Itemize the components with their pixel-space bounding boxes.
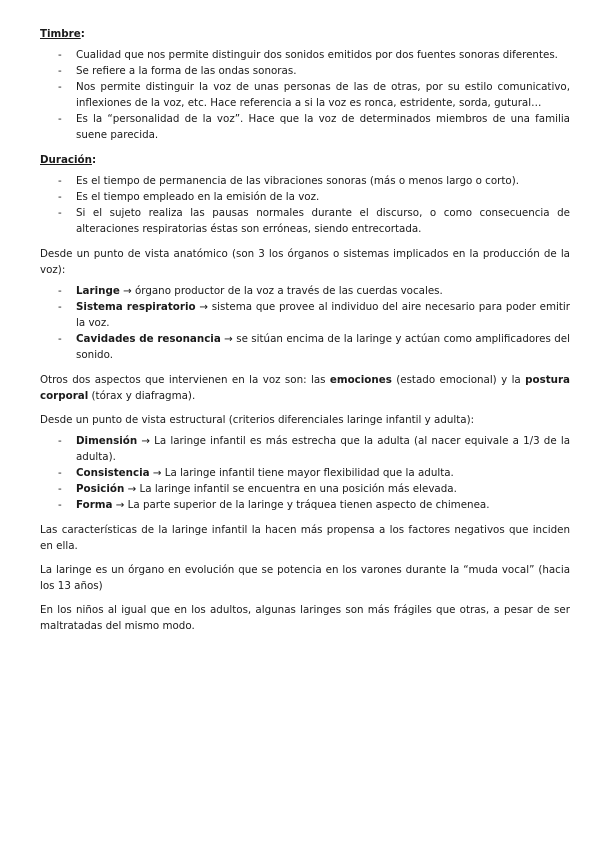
estructural-intro: Desde un punto de vista estructural (criterios diferenciales laringe infantil y adulta): — [40, 414, 475, 426]
paragraph-muda-vocal: La laringe es un órgano en evolución que se potencia en los varones durante la “muda vocal” (hacia los 13 años) — [40, 564, 570, 592]
term-consistencia: Consistencia — [76, 467, 150, 479]
term-cavidades-resonancia: Cavidades de resonancia — [76, 333, 221, 345]
section-heading-duracion: Duración: — [40, 154, 97, 166]
otros-aspectos-paragraph: Otros dos aspectos que intervienen en la voz son: las emociones (estado emocional) y la postura corporal (tórax y diafragma). — [40, 374, 570, 402]
list-item: - Cavidades de resonancia → se sitúan encima de la laringe y actúan como amplificadores del sonido. — [40, 331, 570, 363]
section-heading-timbre: Timbre: — [40, 28, 85, 40]
list-item: - Posición → La laringe infantil se encuentra en una posición más elevada. — [40, 481, 570, 497]
list-item: - Nos permite distinguir la voz de unas personas de las de otras, por su estilo comunicativo, inflexiones de la voz, etc. Hace referencia a si la voz es ronca, estridente, sorda, gutural… — [40, 79, 570, 111]
term-forma: Forma — [76, 499, 113, 511]
list-item: - Es el tiempo de permanencia de las vibraciones sonoras (más o menos largo o corto). — [40, 173, 570, 189]
list-item: - Laringe → órgano productor de la voz a través de las cuerdas vocales. — [40, 283, 570, 299]
term-laringe: Laringe — [76, 285, 120, 297]
list-item: - Si el sujeto realiza las pausas normales durante el discurso, o como consecuencia de alteraciones respiratorias éstas son erróneas, siendo entrecortada. — [40, 205, 570, 237]
estructural-list — [40, 433, 570, 513]
term-dimension: Dimensión — [76, 435, 138, 447]
list-item: - Consistencia → La laringe infantil tiene mayor flexibilidad que la adulta. — [40, 465, 570, 481]
duracion-list — [40, 173, 570, 237]
anatomico-intro: Desde un punto de vista anatómico (son 3 los órganos o sistemas implicados en la producción de la voz): — [40, 248, 570, 276]
list-item: - Forma → La parte superior de la laringe y tráquea tienen aspecto de chimenea. — [40, 497, 570, 513]
list-item: - Es la “personalidad de la voz”. Hace que la voz de determinados miembros de una familia suene parecida. — [40, 111, 570, 143]
paragraph-caracteristicas: Las características de la laringe infantil la hacen más propensa a los factores negativos que inciden en ella. — [40, 524, 570, 552]
term-sistema-respiratorio: Sistema respiratorio — [76, 301, 196, 313]
list-item: - Se refiere a la forma de las ondas sonoras. — [40, 63, 570, 79]
document-body — [40, 26, 570, 634]
list-item: - Sistema respiratorio → sistema que provee al individuo del aire necesario para poder emitir la voz. — [40, 299, 570, 331]
term-posicion: Posición — [76, 483, 125, 495]
paragraph-laringes-fragiles: En los niños al igual que en los adultos, algunas laringes son más frágiles que otras, a pesar de ser maltratadas del mismo modo. — [40, 604, 570, 632]
list-item: - Es el tiempo empleado en la emisión de la voz. — [40, 189, 570, 205]
timbre-list — [40, 47, 570, 143]
list-item: - Dimensión → La laringe infantil es más estrecha que la adulta (al nacer equivale a 1/3 de la adulta). — [40, 433, 570, 465]
anatomico-list — [40, 283, 570, 363]
list-item: - Cualidad que nos permite distinguir dos sonidos emitidos por dos fuentes sonoras diferentes. — [40, 47, 570, 63]
